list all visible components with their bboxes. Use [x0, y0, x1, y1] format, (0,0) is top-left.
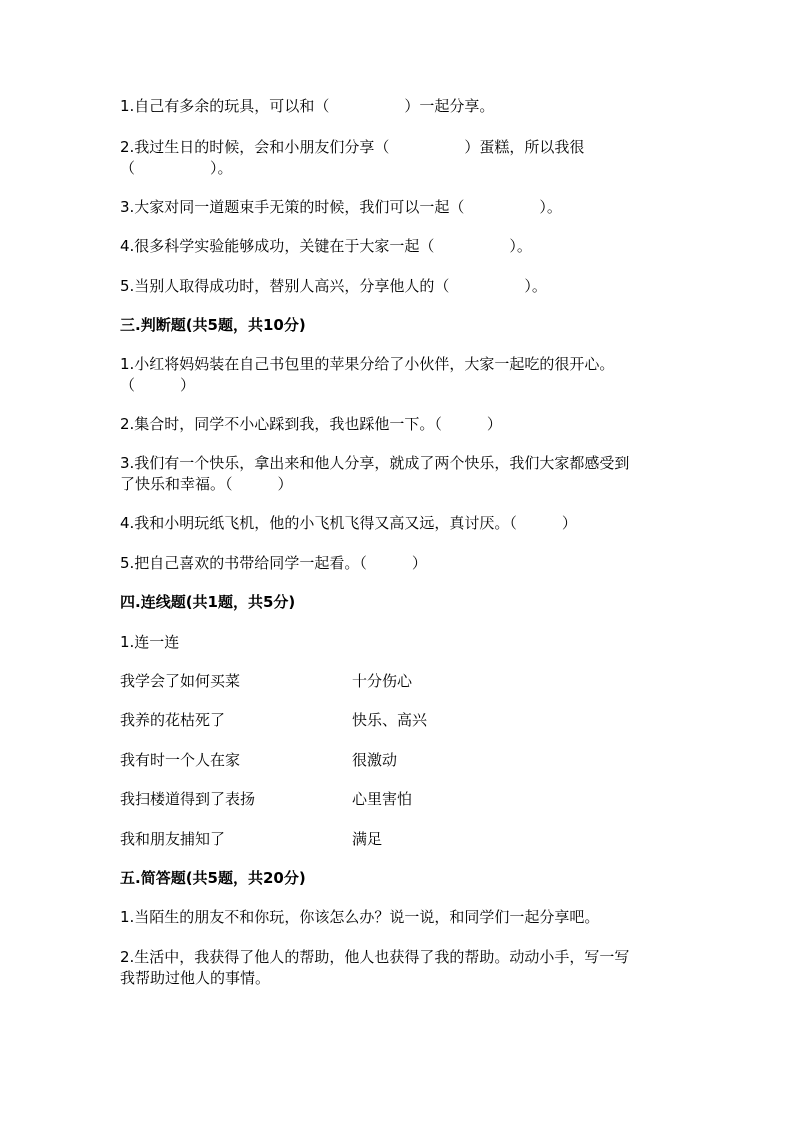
fill-blank-4: 4.很多科学实验能够成功，关键在于大家一起（ ）。 — [120, 237, 532, 255]
short-answer-2-line2: 我帮助过他人的事情。 — [120, 969, 271, 987]
judge-item-3-line1: 3.我们有一个快乐，拿出来和他人分享，就成了两个快乐，我们大家都感受到 — [120, 454, 630, 472]
match-right-item: 满足 — [352, 830, 383, 848]
match-right-item: 心里害怕 — [352, 790, 413, 808]
match-right-item: 很激动 — [352, 751, 398, 769]
fill-blank-5: 5.当别人取得成功时，替别人高兴，分享他人的（ ）。 — [120, 277, 547, 295]
matching-question: 1.连一连 — [120, 633, 180, 651]
match-left-item: 我学会了如何买菜 — [120, 672, 241, 690]
match-left-item: 我养的花枯死了 — [120, 711, 226, 729]
judge-item-1-line2: （ ） — [120, 376, 196, 394]
judge-item-5: 5.把自己喜欢的书带给同学一起看。（ ） — [120, 554, 427, 572]
section-heading-short-answer: 五.简答题(共5题，共20分) — [120, 869, 306, 887]
match-right-item: 快乐、高兴 — [352, 711, 428, 729]
judge-item-2: 2.集合时，同学不小心踩到我，我也踩他一下。（ ） — [120, 415, 502, 433]
match-left-item: 我扫楼道得到了表扬 — [120, 790, 256, 808]
match-left-item: 我和朋友捕知了 — [120, 830, 226, 848]
judge-item-3-line2: 了快乐和幸福。（ ） — [120, 475, 293, 493]
short-answer-1: 1.当陌生的朋友不和你玩，你该怎么办？说一说，和同学们一起分享吧。 — [120, 908, 600, 926]
match-left-item: 我有时一个人在家 — [120, 751, 241, 769]
judge-item-1-line1: 1.小红将妈妈装在自己书包里的苹果分给了小伙伴，大家一起吃的很开心。 — [120, 355, 615, 373]
fill-blank-1: 1.自己有多余的玩具，可以和（ ）一起分享。 — [120, 97, 495, 115]
short-answer-2-line1: 2.生活中，我获得了他人的帮助，他人也获得了我的帮助。动动小手，写一写 — [120, 948, 630, 966]
judge-item-4: 4.我和小明玩纸飞机，他的小飞机飞得又高又远，真讨厌。（ ） — [120, 514, 577, 532]
fill-blank-2-line1: 2.我过生日的时候，会和小朋友们分享（ ）蛋糕，所以我很 — [120, 138, 585, 156]
fill-blank-2-line2: （ ）。 — [120, 159, 233, 177]
fill-blank-3: 3.大家对同一道题束手无策的时候，我们可以一起（ ）。 — [120, 198, 562, 216]
section-heading-matching: 四.连线题(共1题，共5分) — [120, 593, 296, 611]
match-right-item: 十分伤心 — [352, 672, 413, 690]
section-heading-judge: 三.判断题(共5题，共10分) — [120, 316, 306, 334]
